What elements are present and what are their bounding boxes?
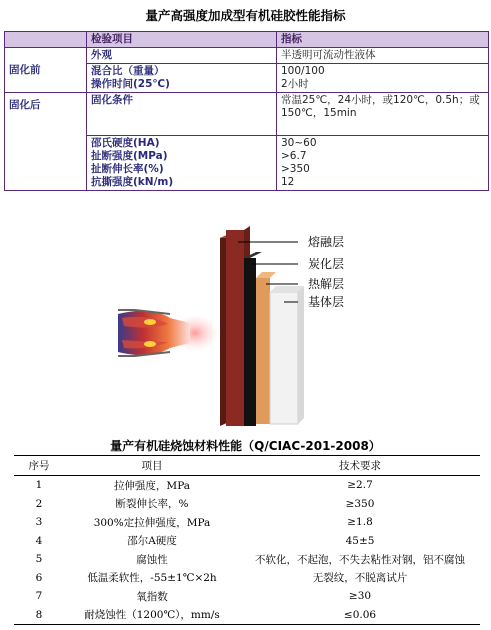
row-no: 4 [35,534,43,547]
row-item: 低温柔软性，-55±1℃×2h [87,572,217,585]
row-req: ≥2.7 [347,479,373,492]
row-item-stack [87,136,277,191]
row-req: ≥350 [345,497,375,510]
row-no: 8 [14,606,64,625]
row-value: 半透明可流动性液体 [277,48,489,64]
row-req: 45±5 [345,534,375,547]
row-value: >350 [281,163,310,175]
table-row [14,513,480,532]
table-row [14,495,480,514]
row-item: 抗撕强度(kN/m) [91,176,174,188]
row-item: 邵尔A硬度 [127,535,177,548]
table2-header-no: 序号 [14,456,64,476]
layer-label-melt: 熔融层 [308,235,345,249]
table-row [14,606,480,625]
table2-header-item: 项目 [64,456,240,476]
row-item: 300%定拉伸强度，MPa [93,516,211,529]
table2-header-row [14,456,480,476]
table-row [14,587,480,606]
table-row [14,569,480,588]
row-no: 2 [35,497,43,510]
melt-layer [226,230,244,426]
row-value-stack [277,136,489,191]
row-value: >6.7 [281,150,307,162]
group-before-cure: 固化前 [5,48,87,93]
table1-header-value: 指标 [277,32,489,48]
row-item: 邵氏硬度(HA) [91,137,160,149]
row-value: 常温25℃，24小时，或120℃，0.5h；或150℃，15min [277,93,489,136]
table1-header-row [5,32,489,48]
row-no: 1 [35,479,43,492]
group-after-cure: 固化后 [5,93,87,191]
table-row [5,93,489,136]
row-item: 操作时间(25℃) [91,78,170,90]
table-row [5,48,489,64]
row-no: 5 [35,553,43,566]
row-item: 外观 [87,48,277,64]
row-req: ≥1.8 [347,516,373,529]
row-no: 7 [35,590,43,603]
row-req: 不软化，不起泡，不失去粘性对钢，铝不腐蚀 [255,553,465,566]
row-item: 固化条件 [87,93,277,136]
ablation-spec-table [14,455,480,625]
table1-title: 量产高强度加成型有机硅胶性能指标 [145,8,346,23]
ablation-illustration [0,218,491,428]
row-item-stack [87,64,277,93]
char-layer [244,258,256,426]
layer-stack [220,226,304,426]
table-row [14,476,480,495]
row-item: 腐蚀性 [136,553,168,566]
table-row [14,550,480,569]
table1-header-blank [5,32,87,48]
row-value: 12 [281,176,295,188]
layer-label-base: 基体层 [308,295,345,309]
row-req: 无裂纹，不脱离试片 [312,572,408,585]
rocket-nozzle-icon [118,310,217,356]
row-item: 拉伸强度，MPa [113,479,191,492]
row-req: ≤0.06 [240,606,480,625]
row-item: 氧指数 [136,590,168,603]
row-item: 混合比（重量） [91,65,165,77]
base-layer [270,292,298,424]
table1-header-item: 检验项目 [87,32,277,48]
row-no: 3 [35,516,43,529]
row-item: 断裂伸长率，% [115,498,189,511]
layer-label-pyrolysis: 热解层 [308,277,345,291]
pyrolysis-layer [256,278,270,424]
silicone-spec-table [4,31,489,191]
row-value-stack [277,64,489,93]
row-value: 30~60 [281,137,317,149]
table2-title: 量产有机硅烧蚀材料性能（Q/CIAC-201-2008） [110,439,381,453]
row-item: 扯断强度(MPa) [91,150,168,162]
row-no: 6 [35,571,43,584]
ablation-layer-diagram [0,218,491,428]
table-row [14,532,480,551]
row-value: 100/100 [281,65,325,77]
table2-header-req: 技术要求 [240,456,480,476]
row-req: ≥30 [348,590,372,603]
row-item: 耐烧蚀性（1200℃），mm/s [64,606,240,625]
row-item: 扯断伸长率(%) [91,163,164,175]
row-value: 2小时 [281,78,309,90]
layer-label-char: 炭化层 [308,257,345,271]
